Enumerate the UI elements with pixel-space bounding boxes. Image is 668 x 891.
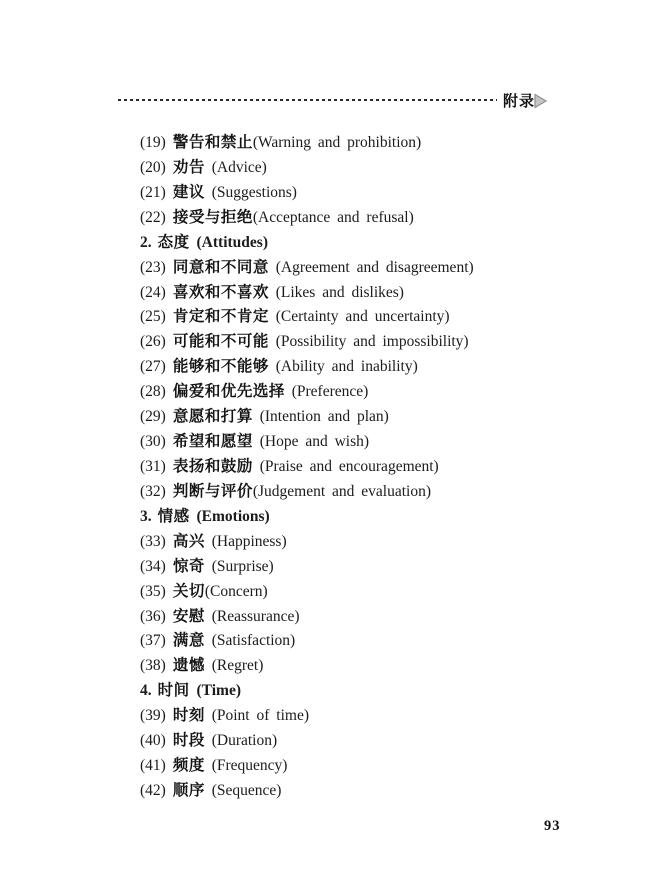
header-dotted-rule: [118, 99, 497, 101]
list-item: [140, 206, 610, 231]
item-number: (34): [140, 557, 166, 575]
item-chinese: 遗憾: [172, 657, 205, 675]
list-item: [140, 580, 610, 605]
item-english: (Judgement and evaluation): [252, 482, 432, 500]
item-number: (32): [140, 482, 166, 500]
item-number: (31): [140, 457, 166, 475]
list-item: [140, 704, 610, 729]
item-english: (Reassurance): [204, 607, 300, 625]
item-english: (Advice): [204, 158, 267, 176]
list-item: [140, 405, 610, 430]
item-chinese: 同意和不同意: [172, 258, 269, 276]
item-number: (41): [140, 757, 166, 775]
item-english: (Satisfaction): [204, 632, 296, 650]
item-number: (33): [140, 532, 166, 550]
list-item: [140, 281, 610, 306]
item-chinese: 可能和不可能: [172, 333, 269, 351]
section-heading: [140, 231, 610, 256]
item-number: (35): [140, 582, 166, 600]
list-item: [140, 355, 610, 380]
section-chinese: 态度: [157, 233, 190, 251]
item-english: (Praise and encouragement): [252, 457, 439, 475]
item-number: (40): [140, 732, 166, 750]
item-english: (Duration): [204, 732, 278, 750]
item-chinese: 建议: [172, 183, 205, 201]
item-number: (29): [140, 408, 166, 426]
item-number: (24): [140, 283, 166, 301]
appendix-label: 附录: [503, 93, 536, 110]
item-chinese: 希望和愿望: [172, 433, 253, 451]
item-english: (Warning and prohibition): [252, 134, 422, 151]
item-english: (Acceptance and refusal): [252, 208, 414, 226]
item-chinese: 意愿和打算: [172, 408, 253, 426]
item-english: (Point of time): [204, 707, 309, 725]
item-english: (Concern): [204, 582, 268, 600]
item-number: (19): [140, 134, 166, 151]
item-chinese: 判断与评价: [172, 482, 253, 500]
item-english: (Happiness): [204, 532, 287, 550]
item-english: (Regret): [204, 657, 264, 675]
list-item: [140, 455, 610, 480]
item-number: (27): [140, 358, 166, 376]
item-english: (Likes and dislikes): [268, 283, 404, 301]
item-english: (Preference): [284, 383, 369, 401]
list-item: [140, 305, 610, 330]
item-english: (Agreement and disagreement): [268, 258, 474, 276]
list-item: [140, 131, 610, 156]
list-item: [140, 530, 610, 555]
page-number: 93: [544, 818, 561, 834]
contents-list: [140, 131, 610, 804]
item-chinese: 劝告: [172, 158, 205, 176]
section-english: (Emotions): [189, 507, 270, 525]
item-chinese: 能够和不能够: [172, 358, 269, 376]
item-number: (30): [140, 433, 166, 451]
item-chinese: 表扬和鼓励: [172, 457, 253, 475]
item-number: (42): [140, 781, 166, 799]
section-heading: [140, 505, 610, 530]
list-item: [140, 605, 610, 630]
item-english: (Sequence): [204, 781, 282, 799]
section-english: (Time): [189, 682, 241, 700]
section-number: 3.: [140, 507, 152, 525]
item-number: (38): [140, 657, 166, 675]
item-number: (37): [140, 632, 166, 650]
list-item: [140, 754, 610, 779]
list-item: [140, 555, 610, 580]
item-number: (20): [140, 158, 166, 176]
item-chinese: 满意: [172, 632, 205, 650]
list-item: [140, 480, 610, 505]
item-number: (39): [140, 707, 166, 725]
item-english: (Intention and plan): [252, 408, 389, 426]
item-chinese: 安慰: [172, 607, 205, 625]
item-english: (Certainty and uncertainty): [268, 308, 450, 326]
list-item: [140, 729, 610, 754]
section-heading: [140, 679, 610, 704]
section-number: 4.: [140, 682, 152, 700]
list-item: [140, 654, 610, 679]
list-item: [140, 629, 610, 654]
item-number: (23): [140, 258, 166, 276]
item-chinese: 关切: [172, 582, 205, 600]
item-english: (Ability and inability): [268, 358, 418, 376]
list-item: [140, 330, 610, 355]
item-english: (Surprise): [204, 557, 274, 575]
item-english: (Frequency): [204, 757, 288, 775]
item-number: (36): [140, 607, 166, 625]
item-english: (Hope and wish): [252, 433, 370, 451]
item-chinese: 肯定和不肯定: [172, 308, 269, 326]
item-chinese: 频度: [172, 757, 205, 775]
list-item: [140, 430, 610, 455]
item-english: (Suggestions): [204, 183, 297, 201]
item-chinese: 喜欢和不喜欢: [172, 283, 269, 301]
item-number: (28): [140, 383, 166, 401]
section-number: 2.: [140, 233, 152, 251]
section-chinese: 情感: [157, 507, 190, 525]
item-number: (21): [140, 183, 166, 201]
item-chinese: 惊奇: [172, 557, 205, 575]
item-chinese: 高兴: [172, 532, 205, 550]
item-chinese: 时刻: [172, 707, 205, 725]
right-triangle-icon: [533, 93, 548, 109]
item-number: (26): [140, 333, 166, 351]
item-number: (22): [140, 208, 166, 226]
section-english: (Attitudes): [189, 233, 268, 251]
list-item: [140, 779, 610, 804]
list-item: [140, 380, 610, 405]
item-chinese: 接受与拒绝: [172, 208, 253, 226]
list-item: [140, 181, 610, 206]
list-item: [140, 156, 610, 181]
item-chinese: 偏爱和优先选择: [172, 383, 285, 401]
item-chinese: 顺序: [172, 781, 205, 799]
item-chinese: 警告和禁止: [172, 134, 253, 151]
list-item: [140, 256, 610, 281]
item-number: (25): [140, 308, 166, 326]
section-chinese: 时间: [157, 682, 190, 700]
item-chinese: 时段: [172, 732, 205, 750]
running-head: [0, 0, 668, 120]
item-english: (Possibility and impossibility): [268, 333, 469, 351]
